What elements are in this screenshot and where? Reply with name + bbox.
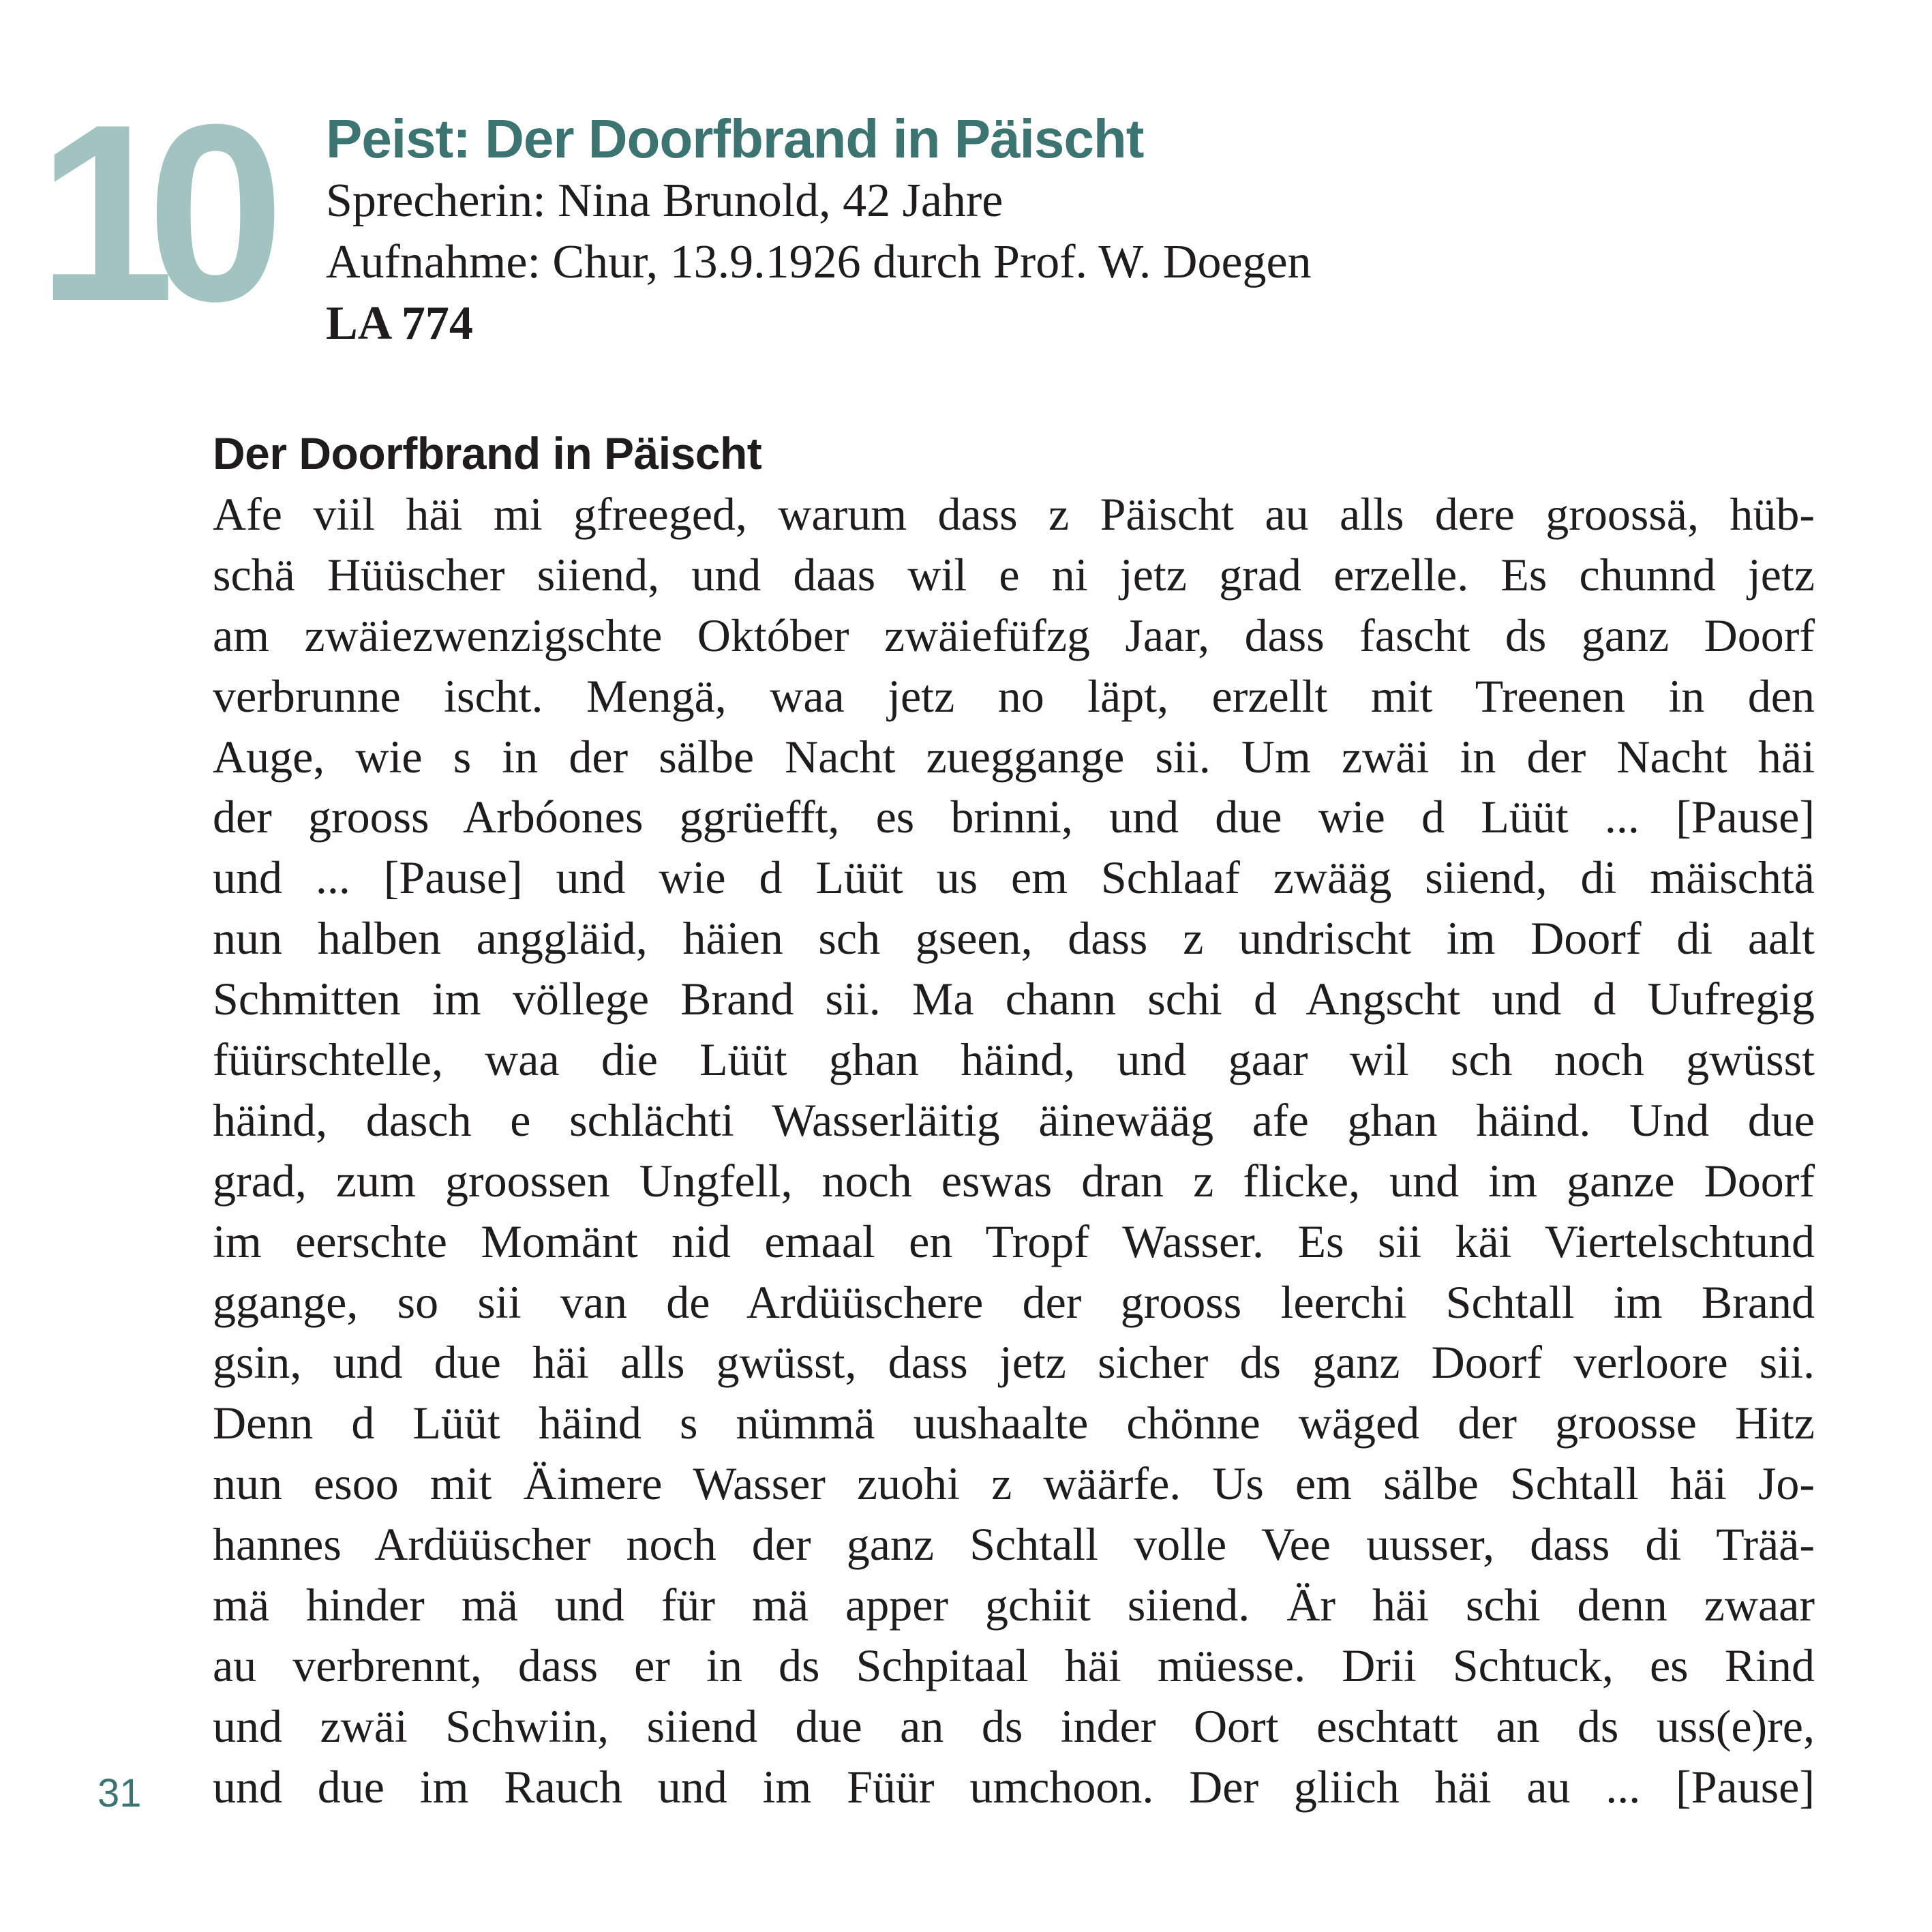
story-line: am zwäiezwenzigschte Október zwäiefüfzg Jaar, dass fascht ds ganz Doorf [213,609,1815,661]
story-line: mä hinder mä und für mä apper gchiit siiend. Är häi schi denn zwaar [213,1579,1815,1631]
story-line: hannes Ardüüscher noch der ganz Schtall volle Vee uusser, dass di Trää- [213,1518,1815,1571]
speaker-info: Sprecherin: Nina Brunold, 42 Jahre [326,175,1003,227]
story-line: im eerschte Momänt nid emaal en Tropf Wasser. Es sii käi Viertelschtund [213,1215,1815,1267]
story-line: Auge, wie s in der sälbe Nacht zueggange sii. Um zwäi in der Nacht häi [213,730,1815,783]
story-line: Denn d Lüüt häind s nümmä uushaalte chönne wäged der groosse Hitz [213,1397,1815,1449]
story-line: ggange, so sii van de Ardüüschere der grooss leerchi Schtall im Brand [213,1276,1815,1328]
page-number: 31 [97,1771,142,1815]
story-line: gsin, und due häi alls gwüsst, dass jetz sicher ds ganz Doorf verloore sii. [213,1336,1815,1389]
story-line: schä Hüüscher siiend, und daas wil e ni jetz grad erzelle. Es chunnd jetz [213,548,1815,601]
story-line: Schmitten im völlege Brand sii. Ma chann schi d Angscht und d Uufregig [213,973,1815,1025]
story-line: nun esoo mit Äimere Wasser zuohi z wäärfe. Us em sälbe Schtall häi Jo- [213,1458,1815,1510]
story-line: Afe viil häi mi gfreeged, warum dass z Päischt au alls dere groossä, hüb- [213,488,1815,540]
story-line: nun halben anggläid, häien sch gseen, dass z undrischt im Doorf di aalt [213,912,1815,965]
story-body [213,484,1815,1817]
story-line: der grooss Arbóones ggrüefft, es brinni, und due wie d Lüüt ... [Pause] [213,791,1815,843]
story-line: grad, zum groossen Ungfell, noch eswas dran z flicke, und im ganze Doorf [213,1154,1815,1207]
story-line: und ... [Pause] und wie d Lüüt us em Schlaaf zwääg siiend, di mäischtä [213,851,1815,904]
chapter-header [326,108,1312,354]
story-line: und due im Rauch und im Füür umchoon. Der gliich häi au ... [Pause] [213,1760,1815,1813]
recording-info: Aufnahme: Chur, 13.9.1926 durch Prof. W. Doegen [326,236,1312,288]
story-line: und zwäi Schwiin, siiend due an ds inder Oort eschtatt an ds uss(e)re, [213,1700,1815,1752]
story-line: verbrunne ischt. Mengä, waa jetz no läpt, erzellt mit Treenen in den [213,669,1815,722]
archive-id: LA 774 [326,297,473,350]
story-section [213,423,1815,1817]
story-line: füürschtelle, waa die Lüüt ghan häind, und gaar wil sch noch gwüsst [213,1033,1815,1086]
story-title: Der Doorfbrand in Päischt [213,428,762,479]
chapter-title: Peist: Der Doorfbrand in Päischt [326,108,1144,169]
chapter-number: 10 [37,72,257,354]
story-line: au verbrennt, dass er in ds Schpitaal häi müesse. Drii Schtuck, es Rind [213,1639,1815,1691]
story-line: häind, dasch e schlächti Wasserläitig äinewääg afe ghan häind. Und due [213,1093,1815,1146]
